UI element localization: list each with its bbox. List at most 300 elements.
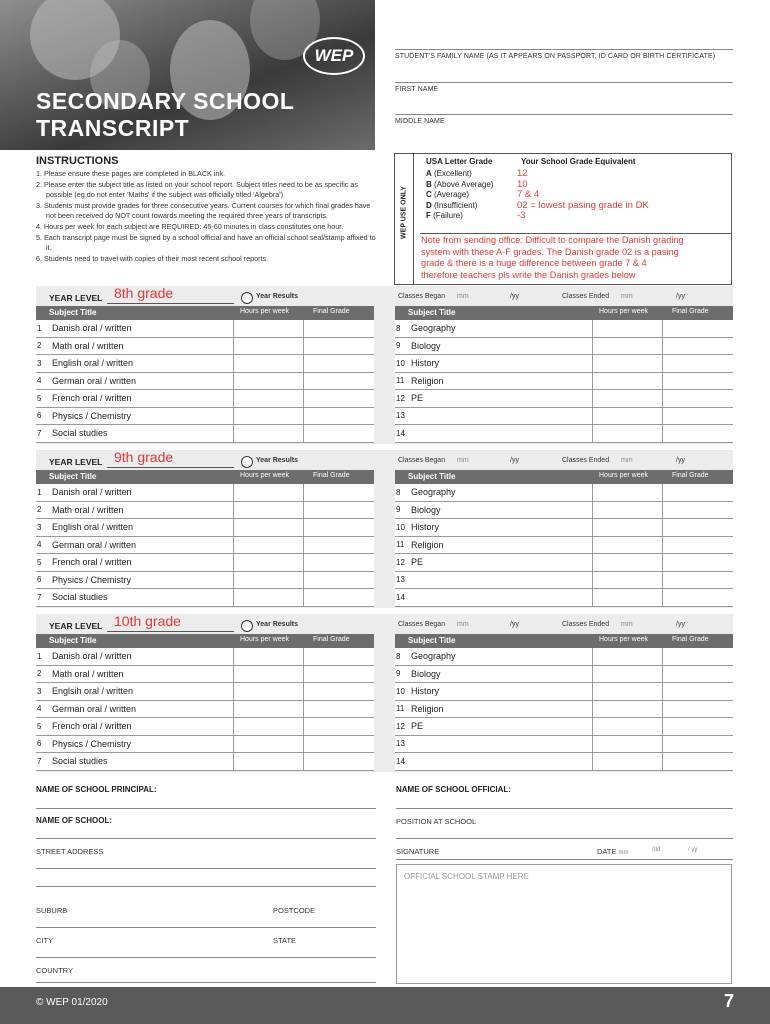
hours-cell[interactable]: [592, 554, 662, 571]
grade-cell[interactable]: [662, 537, 733, 554]
principal-label: NAME OF SCHOOL PRINCIPAL:: [36, 785, 157, 794]
instruction-item: 3. Students must provide grades for three consecutive years. Current courses for which final grades have not been received do NOT count towards meeting the required three years of transcripts.: [36, 200, 371, 221]
row-number: 14: [396, 428, 405, 438]
row-number: 8: [396, 323, 401, 333]
hours-cell[interactable]: [233, 537, 303, 554]
row-number: 1: [37, 323, 42, 333]
subject-name[interactable]: History: [411, 358, 440, 369]
subject-name[interactable]: Biology: [411, 668, 441, 679]
subject-title-header: Subject Title: [408, 636, 456, 645]
row-number: 7: [37, 592, 42, 602]
subject-name[interactable]: Geography: [411, 323, 456, 334]
grade-cell[interactable]: [662, 736, 733, 753]
final-grade-header: Final Grade: [313, 636, 350, 643]
school-name-line[interactable]: [36, 838, 376, 839]
grade-cell[interactable]: [662, 390, 733, 407]
subject-title-header: Subject Title: [49, 308, 97, 317]
hours-cell[interactable]: [233, 683, 303, 700]
year-results-radio[interactable]: [241, 456, 253, 468]
subject-row: [36, 589, 374, 607]
grade-equivalent[interactable]: -3: [517, 210, 526, 221]
grade-equivalent[interactable]: 12: [517, 168, 528, 179]
row-number: 12: [396, 721, 405, 731]
row-number: 10: [396, 358, 405, 368]
grade-cell[interactable]: [303, 554, 374, 571]
hours-cell[interactable]: [233, 502, 303, 519]
subject-row: [395, 648, 733, 666]
hours-cell[interactable]: [592, 373, 662, 390]
subject-name[interactable]: Religion: [411, 703, 444, 714]
row-number: 4: [37, 376, 42, 386]
suburb-line[interactable]: [36, 927, 376, 928]
hours-cell[interactable]: [592, 648, 662, 665]
subject-name[interactable]: Social studies: [52, 428, 108, 439]
hours-cell[interactable]: [592, 701, 662, 718]
year-level-text: YEAR LEVEL: [49, 457, 103, 467]
subject-row: [395, 502, 733, 520]
classes-ended-yy: /yy: [676, 293, 685, 300]
subject-name[interactable]: English oral / written: [52, 522, 134, 533]
row-number: 10: [396, 522, 405, 532]
grade-cell[interactable]: [303, 373, 374, 390]
hours-cell[interactable]: [233, 554, 303, 571]
hours-cell[interactable]: [592, 425, 662, 442]
subject-name[interactable]: PE: [411, 393, 424, 404]
subject-name[interactable]: Geography: [411, 651, 456, 662]
classes-began-yy: /yy: [510, 457, 519, 464]
grade-cell[interactable]: [662, 718, 733, 735]
classes-ended-mm: mm: [621, 293, 633, 300]
row-number: 14: [396, 592, 405, 602]
hours-cell[interactable]: [233, 373, 303, 390]
grade-letter-row: F (Failure): [426, 211, 463, 220]
hours-cell[interactable]: [592, 484, 662, 501]
grade-cell[interactable]: [303, 355, 374, 372]
hours-cell[interactable]: [233, 753, 303, 770]
street-line-2[interactable]: [36, 886, 376, 887]
row-number: 1: [37, 487, 42, 497]
grade-cell[interactable]: [303, 718, 374, 735]
subject-title-header: Subject Title: [49, 472, 97, 481]
middle-name-line[interactable]: [395, 114, 733, 115]
final-grade-header: Final Grade: [313, 308, 350, 315]
middle-name-label: MIDDLE NAME: [395, 118, 445, 125]
subject-row: [36, 753, 374, 771]
grade-cell[interactable]: [303, 589, 374, 606]
subject-name[interactable]: Social studies: [52, 592, 108, 603]
hours-cell[interactable]: [592, 736, 662, 753]
instructions-heading: INSTRUCTIONS: [36, 155, 119, 167]
year-results-label: Year Results: [256, 621, 299, 628]
row-number: 6: [37, 739, 42, 749]
year-level-line[interactable]: [107, 303, 234, 304]
hours-cell[interactable]: [592, 683, 662, 700]
row-number: 11: [396, 704, 405, 714]
principal-line[interactable]: [36, 808, 376, 809]
note-line: grade & there is a huge difference between grade 7 & 4: [421, 258, 647, 269]
subject-name[interactable]: French oral / written: [52, 393, 132, 404]
row-number: 12: [396, 393, 405, 403]
hours-cell[interactable]: [592, 572, 662, 589]
hours-cell[interactable]: [592, 355, 662, 372]
subject-rows: [395, 484, 733, 607]
row-number: 5: [37, 393, 42, 403]
subject-name[interactable]: Englsih oral / written: [52, 686, 134, 697]
postcode-label: POSTCODE: [273, 906, 316, 915]
row-number: 1: [37, 651, 42, 661]
subject-row: [36, 718, 374, 736]
official-line[interactable]: [396, 808, 733, 809]
subject-name[interactable]: Religion: [411, 539, 444, 550]
page-number: 7: [723, 991, 734, 1011]
subject-name[interactable]: Physics / Chemistry: [52, 574, 132, 585]
final-grade-header: Final Grade: [672, 472, 709, 479]
hours-cell[interactable]: [592, 718, 662, 735]
hours-cell[interactable]: [233, 718, 303, 735]
instruction-item: 6. Students need to travel with copies of their most recent school reports.: [36, 253, 269, 263]
footer: [0, 987, 770, 1024]
country-label: COUNTRY: [36, 966, 73, 975]
subject-row: [395, 320, 733, 338]
row-number: 2: [37, 505, 42, 515]
subject-row: [395, 425, 733, 443]
hours-cell[interactable]: [592, 666, 662, 683]
grade-cell[interactable]: [662, 753, 733, 770]
usa-letter-grade-header: USA Letter Grade: [426, 157, 493, 166]
grade-cell[interactable]: [303, 425, 374, 442]
classes-ended-label: Classes Ended: [562, 293, 610, 300]
subject-row: [36, 355, 374, 373]
hours-header: Hours per week: [240, 636, 290, 643]
country-line[interactable]: [36, 982, 376, 983]
subject-row: [395, 519, 733, 537]
grade-cell[interactable]: [303, 648, 374, 665]
subject-name[interactable]: Social studies: [52, 756, 108, 767]
subject-row: [36, 338, 374, 356]
grade-cell[interactable]: [662, 425, 733, 442]
family-name-label: STUDENT'S FAMILY NAME (AS IT APPEARS ON PASSPORT, ID CARD OR BIRTH CERTIFICATE): [395, 53, 716, 60]
state-label: STATE: [273, 936, 297, 945]
row-number: 4: [37, 704, 42, 714]
grade-cell[interactable]: [662, 519, 733, 536]
hours-cell[interactable]: [233, 701, 303, 718]
subject-name[interactable]: Geography: [411, 487, 456, 498]
grade-cell[interactable]: [303, 390, 374, 407]
grade-cell[interactable]: [662, 338, 733, 355]
classes-ended-mm: mm: [621, 621, 633, 628]
subject-row: [36, 554, 374, 572]
page-title: SECONDARY SCHOOL TRANSCRIPT: [36, 88, 295, 141]
classes-began-mm: mm: [457, 293, 469, 300]
subject-name[interactable]: Biology: [411, 340, 441, 351]
grade-letter-row: B (Above Average): [426, 179, 494, 189]
city-label: CITY: [36, 936, 54, 945]
year-block: [36, 614, 733, 772]
subject-row: [36, 390, 374, 408]
subject-row: [395, 736, 733, 754]
grade-cell[interactable]: [303, 736, 374, 753]
subject-row: [36, 666, 374, 684]
subject-name[interactable]: Physics / Chemistry: [52, 738, 132, 749]
grade-cell[interactable]: [303, 320, 374, 337]
grade-cell[interactable]: [303, 502, 374, 519]
hours-cell[interactable]: [233, 390, 303, 407]
grade-cell[interactable]: [303, 683, 374, 700]
official-label: NAME OF SCHOOL OFFICIAL:: [396, 785, 511, 794]
divider: [420, 233, 732, 234]
subject-name[interactable]: PE: [411, 721, 424, 732]
row-number: 4: [37, 540, 42, 550]
hours-cell[interactable]: [592, 390, 662, 407]
subject-rows: [395, 320, 733, 443]
subject-row: [36, 484, 374, 502]
hours-cell[interactable]: [233, 666, 303, 683]
subject-name[interactable]: German oral / written: [52, 539, 137, 550]
position-line[interactable]: [396, 838, 733, 839]
copyright: © WEP 01/2020: [36, 997, 108, 1008]
wep-logo: WEP: [303, 37, 365, 75]
subject-row: [36, 537, 374, 555]
year-results-label: Year Results: [256, 293, 299, 300]
classes-began-label: Classes Began: [398, 621, 446, 628]
suburb-label: SUBURB: [36, 906, 68, 915]
row-number: 13: [396, 739, 405, 749]
row-number: 2: [37, 669, 42, 679]
signature-line[interactable]: [396, 859, 733, 860]
subject-row: [395, 666, 733, 684]
school-stamp-box[interactable]: [396, 864, 732, 984]
grade-equivalent[interactable]: 02 = lowest pasing grade in DK: [517, 199, 649, 211]
grade-cell[interactable]: [662, 648, 733, 665]
hours-cell[interactable]: [233, 589, 303, 606]
subject-title-header: Subject Title: [49, 636, 97, 645]
instruction-item: 5. Each transcript page must be signed by a school official and have an official school seal/stamp affixed to it.: [36, 232, 376, 253]
grade-cell[interactable]: [662, 572, 733, 589]
grade-cell[interactable]: [303, 484, 374, 501]
grade-letter-row: C (Average): [426, 190, 469, 199]
classes-began-yy: /yy: [510, 293, 519, 300]
grade-equivalent[interactable]: 10: [517, 178, 528, 190]
subject-name[interactable]: Math oral / written: [52, 668, 124, 679]
row-number: 6: [37, 411, 42, 421]
year-level-value[interactable]: 9th grade: [114, 449, 174, 465]
subject-row: [36, 425, 374, 443]
subject-name[interactable]: History: [411, 522, 440, 533]
table-header: [395, 470, 733, 484]
subject-row: [36, 502, 374, 520]
hours-cell[interactable]: [592, 537, 662, 554]
subject-name[interactable]: Danish oral / written: [52, 323, 132, 334]
subject-row: [36, 373, 374, 391]
row-number: 10: [396, 686, 405, 696]
instructions-list: [36, 169, 376, 264]
street-label: STREET ADDRESS: [36, 847, 104, 856]
table-header: [36, 634, 374, 648]
subject-title-header: Subject Title: [408, 472, 456, 481]
final-grade-header: Final Grade: [313, 472, 350, 479]
subject-row: [395, 408, 733, 426]
subject-name[interactable]: French oral / written: [52, 557, 132, 568]
final-grade-header: Final Grade: [672, 636, 709, 643]
grade-cell[interactable]: [662, 408, 733, 425]
hours-cell[interactable]: [592, 338, 662, 355]
subject-name[interactable]: Religion: [411, 375, 444, 386]
classes-ended-label: Classes Ended: [562, 621, 610, 628]
subject-row: [36, 683, 374, 701]
table-header: [395, 306, 733, 320]
subject-row: [36, 572, 374, 590]
grade-cell[interactable]: [662, 666, 733, 683]
table-header: [36, 306, 374, 320]
hours-header: Hours per week: [599, 472, 649, 479]
subject-name[interactable]: German oral / written: [52, 375, 137, 386]
subject-name[interactable]: Math oral / written: [52, 340, 124, 351]
hours-cell[interactable]: [592, 320, 662, 337]
year-level-line[interactable]: [107, 467, 234, 468]
subject-row: [395, 572, 733, 590]
table-header: [36, 470, 374, 484]
year-results-radio[interactable]: [241, 292, 253, 304]
grade-cell[interactable]: [662, 554, 733, 571]
hours-cell[interactable]: [233, 338, 303, 355]
grade-cell[interactable]: [303, 753, 374, 770]
note-line: system with these A-F grades. The Danish grade 02 is a pasing: [421, 246, 679, 257]
row-number: 11: [396, 376, 405, 386]
grade-cell[interactable]: [303, 408, 374, 425]
subject-row: [395, 537, 733, 555]
hours-cell[interactable]: [233, 736, 303, 753]
grade-cell[interactable]: [662, 373, 733, 390]
subject-row: [395, 701, 733, 719]
date-yy: / yy: [688, 847, 698, 853]
hours-cell[interactable]: [233, 519, 303, 536]
subject-name[interactable]: French oral / written: [52, 721, 132, 732]
row-number: 13: [396, 575, 405, 585]
grade-cell[interactable]: [303, 537, 374, 554]
subject-name[interactable]: English oral / written: [52, 358, 134, 369]
grade-cell[interactable]: [662, 683, 733, 700]
hours-cell[interactable]: [592, 408, 662, 425]
school-grade-equivalent-header: Your School Grade Equivalent: [521, 157, 636, 166]
year-results-label: Year Results: [256, 457, 299, 464]
first-name-line[interactable]: [395, 82, 733, 83]
subject-row: [36, 648, 374, 666]
grade-equivalent[interactable]: 7 & 4: [517, 189, 540, 200]
grade-cell[interactable]: [662, 320, 733, 337]
year-results-radio[interactable]: [241, 620, 253, 632]
street-line[interactable]: [36, 868, 376, 869]
hours-cell[interactable]: [592, 589, 662, 606]
year-level-value[interactable]: 10th grade: [114, 613, 181, 629]
instruction-item: 4. Hours per week for each subject are REQUIRED: 45-60 minutes in class constitutes one hour.: [36, 221, 344, 231]
subject-name[interactable]: PE: [411, 557, 424, 568]
city-line[interactable]: [36, 957, 376, 958]
subject-name[interactable]: Danish oral / written: [52, 487, 132, 498]
classes-ended-yy: /yy: [676, 457, 685, 464]
sending-office-note: [421, 235, 684, 281]
note-line: Note from sending office: Difficult to compare the Danish grading: [421, 235, 684, 245]
grade-cell[interactable]: [662, 589, 733, 606]
year-level-label: [49, 621, 102, 631]
hours-header: Hours per week: [599, 636, 649, 643]
subject-name[interactable]: Math oral / written: [52, 504, 124, 515]
hours-header: Hours per week: [240, 308, 290, 315]
grade-cell[interactable]: [303, 572, 374, 589]
grade-cell[interactable]: [303, 666, 374, 683]
subject-row: [36, 736, 374, 754]
subject-row: [395, 355, 733, 373]
hours-cell[interactable]: [233, 572, 303, 589]
row-number: 5: [37, 557, 42, 567]
classes-ended-mm: mm: [621, 457, 633, 464]
subject-row: [395, 390, 733, 408]
classes-began-label: Classes Began: [398, 457, 446, 464]
grade-cell[interactable]: [303, 338, 374, 355]
classes-began-mm: mm: [457, 621, 469, 628]
note-line: therefore teachers pls write the Danish grades below: [421, 269, 636, 280]
grade-cell[interactable]: [303, 519, 374, 536]
subject-name[interactable]: Physics / Chemistry: [52, 410, 132, 421]
hours-cell[interactable]: [233, 320, 303, 337]
table-header: [395, 634, 733, 648]
subject-name[interactable]: German oral / written: [52, 703, 137, 714]
instruction-item: 1. Please ensure these pages are completed in BLACK ink.: [36, 169, 225, 178]
hours-cell[interactable]: [592, 753, 662, 770]
row-number: 9: [396, 669, 401, 679]
grade-cell[interactable]: [303, 701, 374, 718]
subject-name[interactable]: Biology: [411, 504, 441, 515]
grade-cell[interactable]: [662, 355, 733, 372]
grade-letters: [426, 169, 493, 222]
hours-cell[interactable]: [233, 648, 303, 665]
wep-use-only-side: WEP USE ONLY: [394, 153, 414, 285]
family-name-line[interactable]: [395, 49, 733, 50]
row-number: 3: [37, 522, 42, 532]
hours-cell[interactable]: [592, 502, 662, 519]
hours-cell[interactable]: [233, 408, 303, 425]
row-number: 9: [396, 505, 401, 515]
hours-cell[interactable]: [233, 425, 303, 442]
stamp-label: OFFICIAL SCHOOL STAMP HERE: [404, 872, 529, 881]
signature-label: SIGNATURE: [396, 847, 440, 856]
hours-header: Hours per week: [599, 308, 649, 315]
row-number: 5: [37, 721, 42, 731]
year-level-line[interactable]: [107, 631, 234, 632]
year-level-value[interactable]: 8th grade: [114, 285, 174, 301]
row-number: 14: [396, 756, 405, 766]
year-level-label: [49, 293, 102, 303]
position-label: POSITION AT SCHOOL: [396, 817, 477, 826]
row-number: 12: [396, 557, 405, 567]
subject-name[interactable]: History: [411, 686, 440, 697]
hours-cell[interactable]: [592, 519, 662, 536]
classes-began-yy: /yy: [510, 621, 519, 628]
school-name-label: NAME OF SCHOOL:: [36, 816, 112, 825]
row-number: 7: [37, 756, 42, 766]
hours-cell[interactable]: [233, 355, 303, 372]
subject-row: [36, 320, 374, 338]
grade-cell[interactable]: [662, 502, 733, 519]
subject-name[interactable]: Danish oral / written: [52, 651, 132, 662]
hours-cell[interactable]: [233, 484, 303, 501]
grade-cell[interactable]: [662, 484, 733, 501]
subject-row: [36, 701, 374, 719]
subject-row: [395, 484, 733, 502]
grade-letter-row: D (Insufficient): [426, 200, 478, 210]
grade-equivalents: [517, 169, 649, 222]
grade-cell[interactable]: [662, 701, 733, 718]
subject-row: [395, 338, 733, 356]
